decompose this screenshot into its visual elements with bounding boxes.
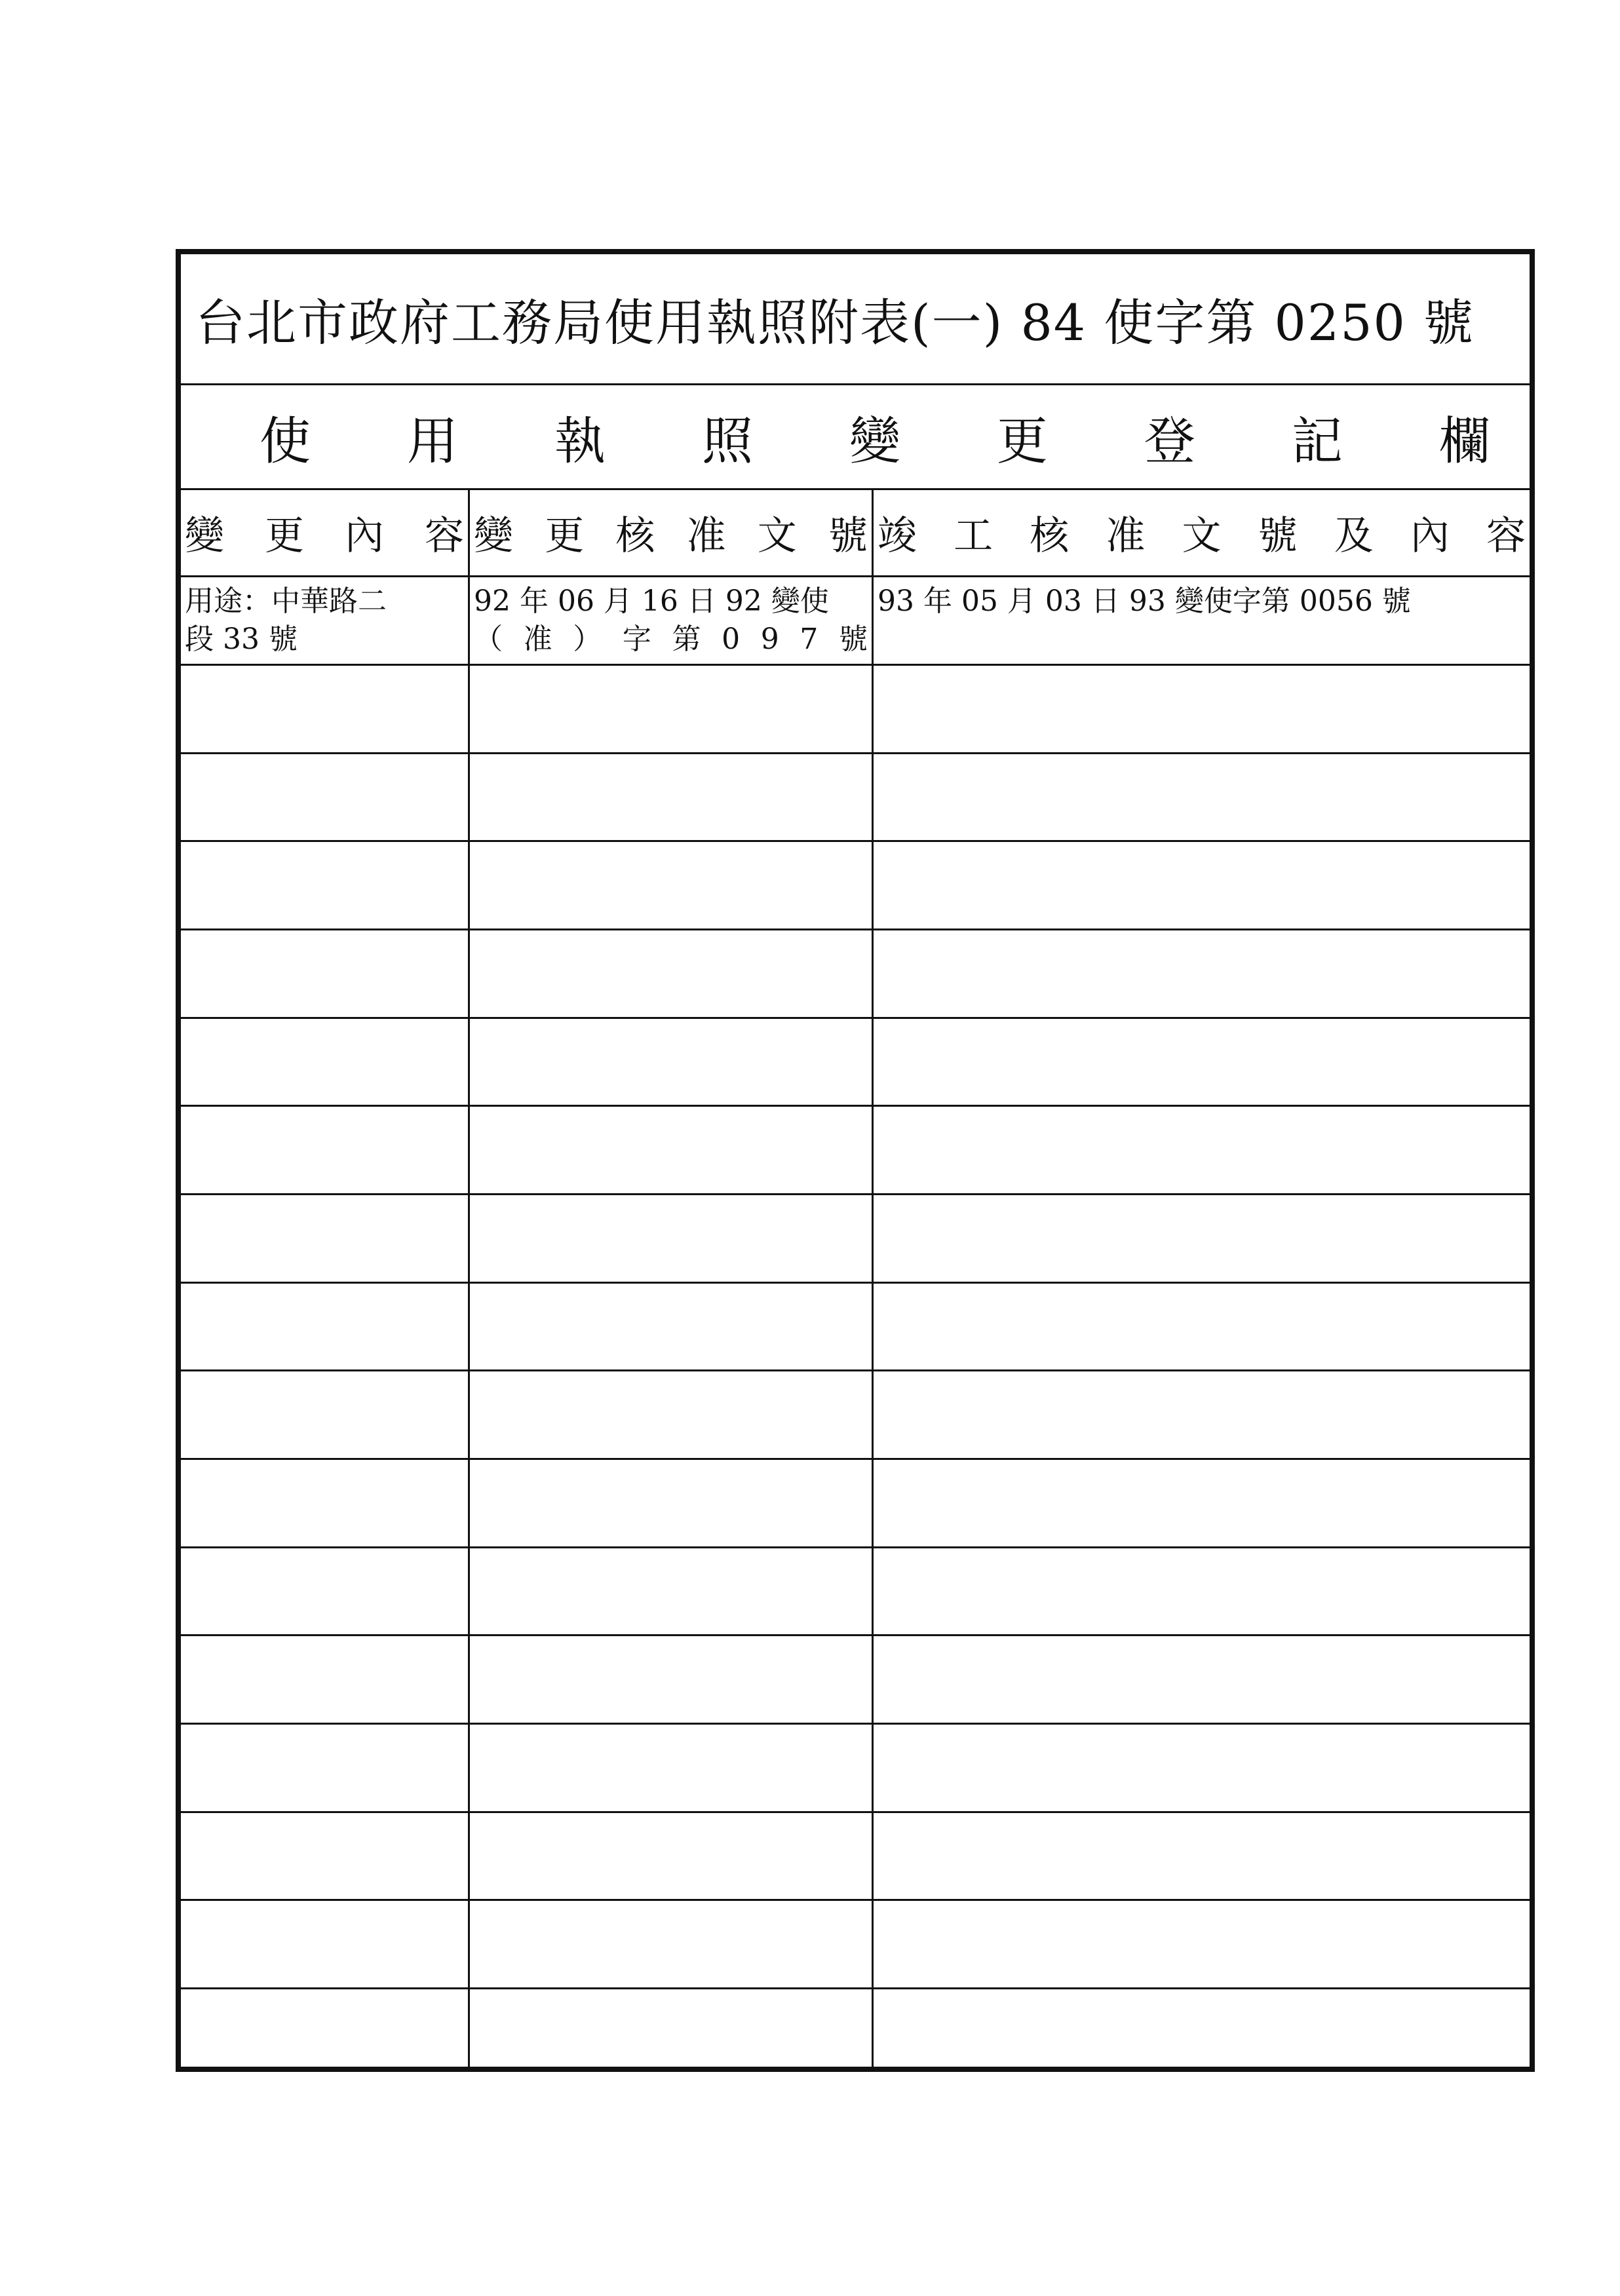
row-divider <box>181 1811 1530 1813</box>
column-divider <box>468 490 470 2067</box>
entry-completion <box>874 577 1530 664</box>
header-char: 更 <box>265 513 304 559</box>
row-divider <box>181 1458 1530 1460</box>
heading-char: 用 <box>406 411 458 471</box>
header-char: 文 <box>1182 513 1222 559</box>
row-divider <box>181 1723 1530 1725</box>
column-header-approval-no <box>470 490 872 575</box>
heading-char: 更 <box>996 411 1048 471</box>
row-divider <box>181 1282 1530 1284</box>
header-char: 號 <box>828 513 868 559</box>
row-divider <box>181 1369 1530 1371</box>
entry-char: 7 <box>800 622 819 656</box>
entry-char: 字 <box>622 622 651 656</box>
license-attachment-table <box>176 249 1535 2072</box>
entry-line: 92 年 06 月 16 日 92 變使 <box>474 584 829 618</box>
heading-char: 記 <box>1291 411 1343 471</box>
row-divider <box>181 1987 1530 1989</box>
row-divider <box>181 752 1530 754</box>
row-divider <box>181 928 1530 930</box>
entry-char: （ <box>474 622 503 656</box>
header-char: 核 <box>615 513 655 559</box>
row-divider <box>181 840 1530 842</box>
header-char: 及 <box>1334 513 1374 559</box>
header-char: 准 <box>1106 513 1146 559</box>
header-char: 文 <box>757 513 797 559</box>
header-char: 容 <box>425 513 464 559</box>
header-char: 內 <box>345 513 384 559</box>
row-divider <box>181 1634 1530 1636</box>
entry-char: 號 <box>839 622 868 656</box>
heading-char: 欄 <box>1438 411 1490 471</box>
heading-char: 變 <box>849 411 900 471</box>
heading-char: 使 <box>260 411 311 471</box>
header-char: 竣 <box>878 513 917 559</box>
entry-char: ） <box>573 622 602 656</box>
header-char: 核 <box>1030 513 1070 559</box>
document-title: 台北市政府工務局使用執照附表(一) 84 使字第 0250 號 <box>181 254 1530 385</box>
heading-char: 照 <box>701 411 753 471</box>
entry-approval-no <box>470 577 872 664</box>
header-char: 變 <box>474 513 513 559</box>
header-char: 號 <box>1258 513 1298 559</box>
column-header-completion <box>874 490 1530 575</box>
row-divider <box>181 1546 1530 1548</box>
column-header-change-content <box>181 490 468 575</box>
header-char: 內 <box>1410 513 1450 559</box>
entry-char: 0 <box>722 622 741 656</box>
entry-line: 用途：中華路二 <box>185 584 387 618</box>
section-heading <box>181 385 1530 490</box>
entry-char: 准 <box>523 622 552 656</box>
entry-char: 第 <box>672 622 701 656</box>
header-char: 容 <box>1486 513 1526 559</box>
header-char: 准 <box>686 513 726 559</box>
column-divider <box>872 490 874 2067</box>
header-char: 工 <box>954 513 993 559</box>
entry-char: 9 <box>760 622 779 656</box>
change-record-grid <box>181 490 1530 2067</box>
entry-line-spread <box>474 621 868 659</box>
entry-change-content <box>181 577 468 664</box>
row-divider <box>181 1105 1530 1107</box>
row-divider <box>181 664 1530 666</box>
heading-char: 執 <box>554 411 606 471</box>
header-char: 更 <box>545 513 585 559</box>
header-char: 變 <box>185 513 224 559</box>
row-divider <box>181 1899 1530 1901</box>
row-divider <box>181 1017 1530 1019</box>
entry-line: 93 年 05 月 03 日 93 變使字第 0056 號 <box>878 584 1411 618</box>
entry-line: 段 33 號 <box>185 622 298 656</box>
heading-char: 登 <box>1144 411 1195 471</box>
row-divider <box>181 1193 1530 1195</box>
